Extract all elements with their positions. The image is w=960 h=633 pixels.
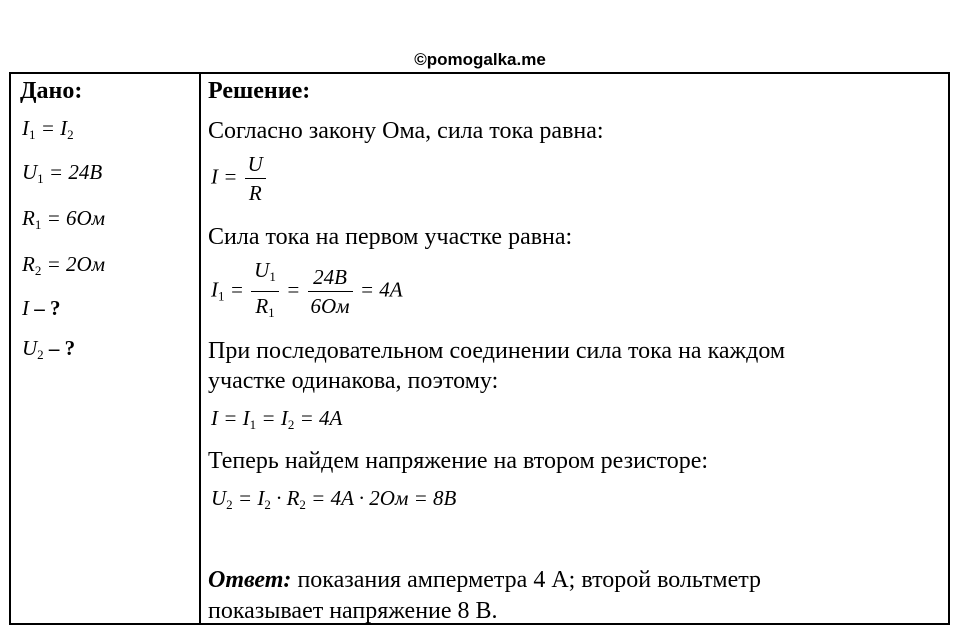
given-item: $I_1 = I_2$ [22,116,74,142]
formula-current-equal: $I = I_1 = I_2 = 4A$ [211,406,343,432]
fraction-24-over-6: $\frac{24B}{6Ом}$ [308,265,353,318]
paragraph-series-line2: участке одинакова, поэтому: [208,368,499,394]
answer-label: Ответ: [208,567,292,593]
given-item: $R_2 = 2Ом$ [22,252,106,278]
given-item: $U_1 = 24B$ [22,160,103,186]
fraction-u-over-r: $\frac{U}{R}$ [245,152,266,205]
answer-line1: Ответ: показания амперметра 4 А; второй вольтметр [208,567,762,593]
formula-ohms-law: I = $\frac{U}{R}$ [211,152,268,205]
given-item: $R_1 = 6Ом$ [22,206,106,232]
answer-line2: показывает напряжение 8 В. [208,598,498,624]
given-item: I – ? [22,296,61,320]
paragraph-first-section: Сила тока на первом участке равна: [208,224,573,250]
paragraph-voltage: Теперь найдем напряжение на втором резисторе: [208,448,709,474]
given-heading: Дано: [20,78,83,104]
given-item: $U_2$ – ? [22,336,76,362]
paragraph-ohms-law: Согласно закону Ома, сила тока равна: [208,118,604,144]
watermark: ©pomogalka.me [414,50,546,69]
solution-table [9,72,950,625]
solution-heading: Решение: [208,78,311,104]
formula-current-first: $I_1$ = $\frac{U_1}{R_1}$ = $\frac{24B}{6Ом}$ = 4A [211,258,403,325]
column-divider [199,74,201,623]
fraction-u1-over-r1: $\frac{U_1}{R_1}$ [251,258,279,325]
paragraph-series-line1: При последовательном соединении сила тока на каждом [208,338,786,364]
formula-voltage-second: $U_2 = I_2 \cdot R_2 = 4A \cdot 2Ом = 8B$ [211,486,457,512]
